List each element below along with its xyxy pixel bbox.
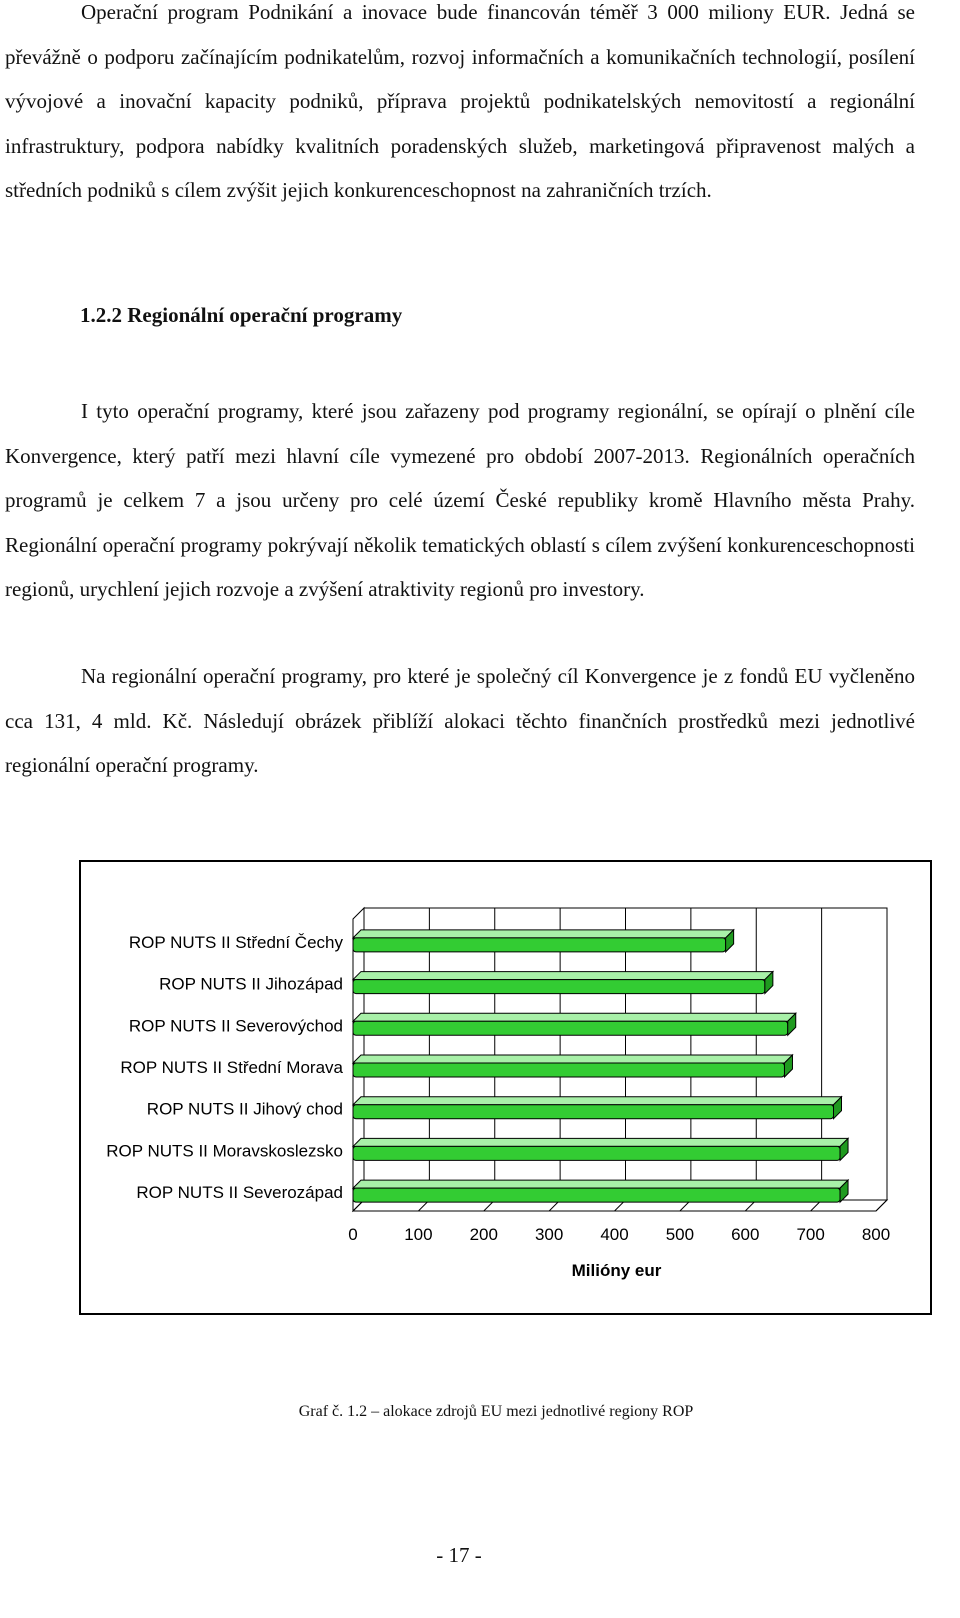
bar — [353, 1021, 788, 1035]
x-tick-label: 100 — [404, 1225, 433, 1244]
chart-frame — [79, 860, 932, 1315]
category-label: ROP NUTS II Severozápad — [136, 1183, 343, 1203]
x-tick-label: 0 — [348, 1225, 358, 1244]
category-label: ROP NUTS II Severovýchod — [128, 1016, 343, 1036]
x-tick-label: 700 — [796, 1225, 825, 1244]
category-label: ROP NUTS II Střední Morava — [120, 1058, 343, 1077]
category-label: ROP NUTS II Moravskoslezsko — [106, 1141, 343, 1161]
bar-top — [353, 1138, 848, 1146]
category-label: ROP NUTS II Střední Čechy — [128, 932, 343, 952]
bar-top — [353, 972, 773, 980]
x-tick-label: 500 — [665, 1225, 695, 1244]
x-tick-label: 400 — [600, 1225, 629, 1244]
bar — [353, 938, 726, 952]
bar — [353, 1063, 784, 1077]
page-number: - 17 - — [436, 1543, 482, 1567]
bar-top — [353, 930, 734, 938]
bar-chart — [81, 862, 930, 1313]
paragraph-convergence: Na regionální operační programy, pro které je společný cíl Konvergence je z fondů EU vyčleněno cca 131, 4 mld. Kč. Následují obrázek přiblíží alokaci těchto finančních prostředků mezi jednotlivé regionální operační programy. — [5, 664, 915, 778]
bar-top — [353, 1097, 842, 1105]
bar-top — [353, 1013, 796, 1021]
category-label: ROP NUTS II Jihozápad — [159, 974, 343, 994]
bar-top — [353, 1055, 792, 1063]
section-heading: 1.2.2 Regionální operační programy — [80, 303, 403, 327]
paragraph-intro: Operační program Podnikání a inovace bude financován téměř 3 000 miliony EUR. Jedná se převážně o podporu začínajícím podnikatelům, rozvoj informačních a komunikačních technologií, posílení vývojové a inovační kapacity podniků, příprava projektů podnikatelských nemovitostí a regionální infrastruktury, podpora nabídky kvalitních poradenských služeb, marketingová připravenost malých a středních podniků s cílem zvýšit jejich konkurenceschopnost na zahraničních trzích. — [5, 0, 915, 203]
x-tick-label: 300 — [534, 1225, 564, 1244]
bar — [353, 1105, 834, 1119]
bar — [353, 1146, 840, 1160]
x-tick-label: 800 — [861, 1225, 891, 1244]
x-axis-title: Milióny eur — [571, 1261, 662, 1280]
bar — [353, 1188, 840, 1202]
bar — [353, 980, 765, 994]
figure-caption: Graf č. 1.2 – alokace zdrojů EU mezi jednotlivé regiony ROP — [298, 1403, 694, 1420]
category-label: ROP NUTS II Jihový chod — [146, 1099, 343, 1119]
x-tick-label: 200 — [469, 1225, 498, 1244]
bar-top — [353, 1180, 848, 1188]
paragraph-regional: I tyto operační programy, které jsou zařazeny pod programy regionální, se opírají o plnění cíle Konvergence, který patří mezi hlavní cíle vymezené pro období 2007-2013. Regionálních operačních programů je celkem 7 a jsou určeny pro celé území České republiky kromě Hlavního města Prahy. Regionální operační programy pokrývají několik tematických oblastí s cílem zvýšení konkurenceschopnosti regionů, urychlení jejich rozvoje a zvýšení atraktivity regionů pro investory. — [5, 399, 915, 602]
x-tick-label: 600 — [731, 1225, 760, 1244]
